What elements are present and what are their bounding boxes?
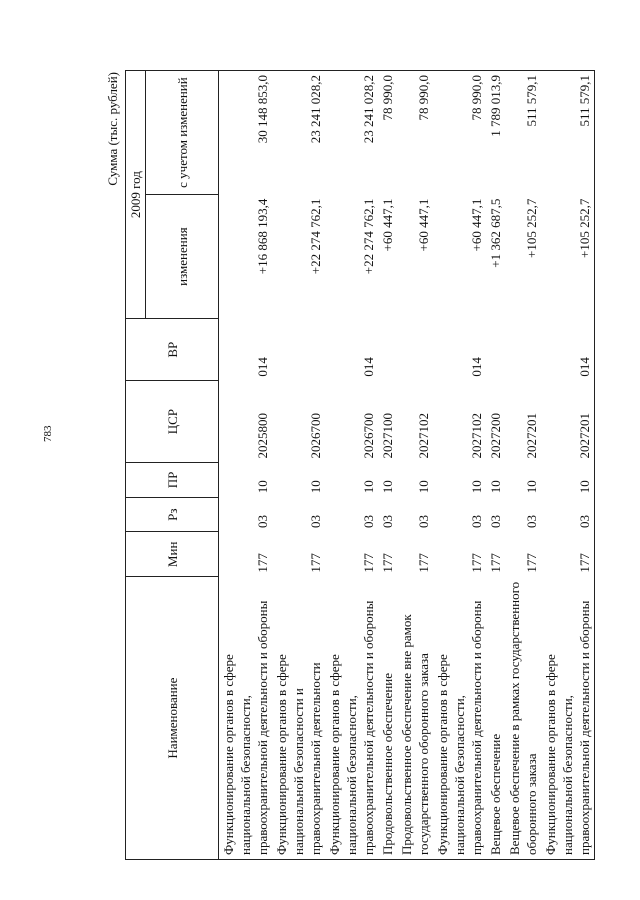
cell-name: Функционирование органов в сфере национальной безопасности, правоохранительной деятельности и обороны: [219, 577, 273, 860]
cell-rz: 03: [524, 515, 539, 528]
cell-vr: 014: [255, 357, 270, 377]
table-body: [219, 71, 595, 860]
cell-min: 177: [469, 553, 484, 573]
cell-total: 511 579,1: [505, 71, 541, 195]
cell-vr: [397, 319, 433, 381]
cell-name: Продовольственное обеспечение вне рамок государственного оборонного заказа: [397, 577, 433, 860]
table-row: [505, 71, 541, 860]
header-rz: Рз: [126, 497, 219, 532]
cell-change: +22 274 762,1: [308, 198, 323, 275]
table-header: [126, 71, 219, 860]
cell-csr: 2027102: [416, 413, 431, 459]
unit-caption: Сумма (тыс. рублей): [105, 72, 120, 186]
cell-rz: 03: [541, 497, 595, 532]
cell-csr: 2026700: [308, 413, 323, 459]
cell-change: +105 252,7: [541, 195, 595, 319]
table-row: [397, 71, 433, 860]
cell-name: Функционирование органов в сфере национальной безопасности, правоохранительной деятельности и обороны: [325, 577, 378, 860]
cell-rz: 03: [469, 515, 484, 528]
cell-min: 177: [541, 532, 595, 577]
cell-pr: 10: [488, 480, 503, 494]
cell-rz: 03: [255, 515, 270, 528]
cell-pr: 10: [255, 480, 270, 494]
cell-name: Вещевое обеспечение: [486, 577, 505, 860]
cell-min: 177: [416, 553, 431, 573]
cell-name: Продовольственное обеспечение: [378, 577, 397, 860]
cell-change: +105 252,7: [524, 198, 539, 258]
cell-total: 78 990,0: [397, 71, 433, 195]
cell-name: Функционирование органов в сфере национальной безопасности, правоохранительной деятельности и обороны: [433, 577, 486, 860]
cell-vr: 014: [361, 357, 376, 377]
cell-pr: 10: [380, 480, 395, 494]
header-name: Наименование: [126, 577, 219, 860]
cell-change: +60 447,1: [380, 198, 395, 252]
table-row: [325, 71, 378, 860]
cell-min: 177: [361, 553, 376, 573]
cell-csr: 2025800: [255, 413, 270, 459]
cell-pr: 10: [541, 463, 595, 498]
page-number: 783: [42, 425, 54, 442]
cell-vr: [486, 319, 505, 381]
header-changes: изменения: [146, 195, 219, 319]
table-row: [541, 71, 595, 860]
table-row: [272, 71, 325, 860]
cell-vr: 014: [469, 357, 484, 377]
table-row: [486, 71, 505, 860]
cell-pr: 10: [416, 480, 431, 494]
cell-rz: 03: [361, 515, 376, 528]
cell-csr: 2027201: [524, 413, 539, 459]
cell-vr: [378, 319, 397, 381]
cell-min: 177: [308, 553, 323, 573]
cell-name: Функционирование органов в сфере национальной безопасности, правоохранительной деятельности и обороны: [541, 577, 595, 860]
cell-total: 1 789 013,9: [486, 71, 505, 195]
cell-total: 78 990,0: [433, 71, 486, 195]
cell-total: 30 148 853,0: [219, 71, 273, 195]
cell-csr: 2026700: [361, 413, 376, 459]
table-row: [433, 71, 486, 860]
cell-rz: 03: [380, 515, 395, 528]
budget-table: [125, 70, 595, 860]
cell-pr: 10: [308, 480, 323, 494]
cell-pr: 10: [524, 480, 539, 494]
cell-total: 23 241 028,2: [325, 71, 378, 195]
cell-csr: 2027200: [488, 413, 503, 459]
cell-name: Функционирование органов в сфере национальной безопасности и правоохранительной деятельности: [272, 577, 325, 860]
header-min: Мин: [126, 532, 219, 577]
header-csr: ЦСР: [126, 381, 219, 463]
cell-total: 23 241 028,2: [272, 71, 325, 195]
cell-rz: 03: [416, 515, 431, 528]
cell-vr: [505, 319, 541, 381]
cell-change: +16 868 193,4: [255, 198, 270, 275]
cell-min: 177: [380, 553, 395, 573]
cell-change: +1 362 687,5: [488, 198, 503, 268]
rotated-page-content: [105, 70, 625, 860]
table-row: [219, 71, 273, 860]
cell-min: 177: [524, 553, 539, 573]
cell-rz: 03: [488, 515, 503, 528]
header-with-changes: с учетом изменений: [146, 71, 219, 195]
cell-pr: 10: [361, 480, 376, 494]
header-vr: ВР: [126, 319, 219, 381]
cell-change: +22 274 762,1: [361, 198, 376, 275]
cell-change: +60 447,1: [416, 198, 431, 252]
cell-csr: 2027201: [541, 381, 595, 463]
cell-min: 177: [488, 553, 503, 573]
cell-vr: 014: [541, 319, 595, 381]
cell-rz: 03: [308, 515, 323, 528]
cell-total: 511 579,1: [541, 71, 595, 195]
table-row: [378, 71, 397, 860]
cell-csr: 2027100: [380, 413, 395, 459]
cell-name: Вещевое обеспечение в рамках государственного оборонного заказа: [505, 577, 541, 860]
cell-total: 78 990,0: [378, 71, 397, 195]
cell-csr: 2027102: [469, 413, 484, 459]
cell-vr: [272, 319, 325, 381]
header-pr: ПР: [126, 463, 219, 498]
cell-change: +60 447,1: [469, 198, 484, 252]
cell-pr: 10: [469, 480, 484, 494]
cell-min: 177: [255, 553, 270, 573]
header-year: 2009 год: [126, 71, 146, 319]
